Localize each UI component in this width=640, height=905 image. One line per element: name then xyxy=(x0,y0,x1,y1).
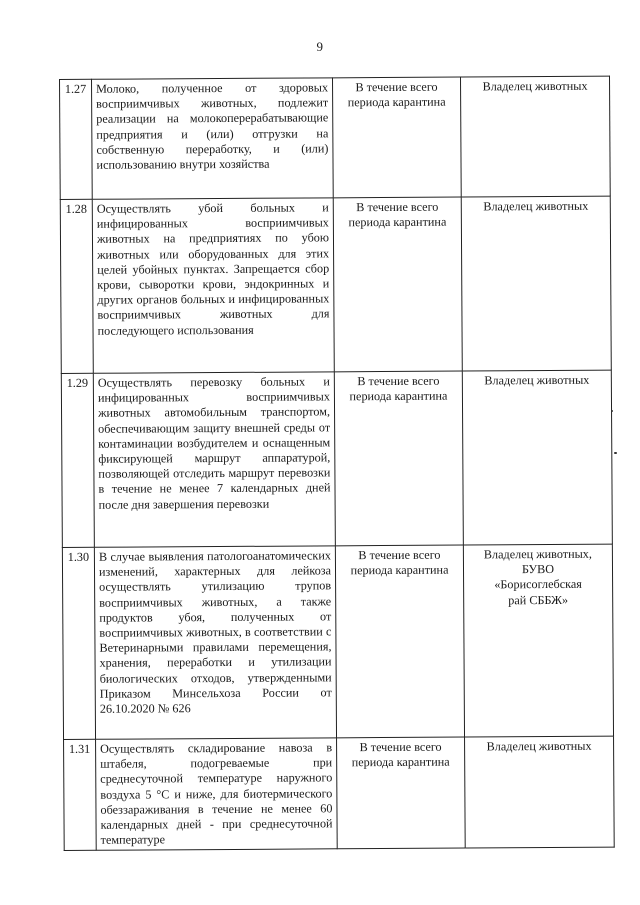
responsible-line: БУВО xyxy=(521,562,555,577)
responsible-line: рай СББЖ» xyxy=(508,592,569,607)
row-number: 1.27 xyxy=(60,79,93,199)
measure-text: Осуществлять убой больных и инфицированных восприимчивых животных на предприятиях по убою животных или оборудованных для этих целей убойных пунктах. Запрещается сбор крови, сыворотки крови, эндокринных и других органов больных и инфицированных восприимчивых животных для последующего использования xyxy=(92,198,334,373)
period-text: В течение всего периода карантина xyxy=(334,371,463,546)
responsible-line: Владелец животных xyxy=(483,198,589,214)
responsible-cell xyxy=(462,370,612,545)
responsible-line: Владелец животных xyxy=(484,372,590,388)
responsible-cell xyxy=(463,544,613,737)
responsible-line: «Борисоглебская xyxy=(494,577,582,592)
responsible-line: Владелец животных xyxy=(482,78,588,94)
period-text: В течение всего периода карантина xyxy=(337,737,466,849)
measure-text: Молоко, полученное от здоровых восприимчивых животных, подлежит реализации на молокоперерабатывающие предприятия и (или) отгрузки на собственную переработку, и (или) использованию внутри хозяйства xyxy=(92,78,334,199)
measure-text: Осуществлять перевозку больных и инфицированных восприимчивых животных автомобильным транспортом, обеспечивающим защиту внешней среды от контаминации возбудителем и оснащенным фиксирующей маршрут аппаратурой, позволяющей отследить маршрут перевозки в течение не менее 7 календарных дней после дня завершения перевозки xyxy=(93,372,335,547)
responsible-line: Владелец животных xyxy=(486,738,592,754)
scan-speck xyxy=(614,452,617,454)
responsible-cell xyxy=(465,736,615,848)
row-number: 1.30 xyxy=(62,547,95,739)
responsible-cell xyxy=(460,76,610,197)
responsible-cell xyxy=(461,196,611,371)
responsible-line: Владелец животных, xyxy=(483,546,592,562)
period-text: В течение всего периода карантина xyxy=(333,197,462,372)
table-row xyxy=(60,196,611,373)
period-text: В течение всего периода карантина xyxy=(335,545,464,738)
table-row xyxy=(61,370,612,547)
scan-speck xyxy=(611,410,613,412)
page-number: 9 xyxy=(316,39,324,54)
measure-text: Осуществлять складирование навоза в штабеля, подогреваемые при среднесуточной температуре наружного воздуха 5 °С и ниже, для биотермического обеззараживания в течение не менее 60 календарных дней - при среднесуточной температуре xyxy=(96,738,338,851)
row-number: 1.28 xyxy=(60,199,93,373)
table-row xyxy=(64,736,615,851)
table-row xyxy=(62,544,613,739)
row-number: 1.29 xyxy=(61,373,94,547)
row-number: 1.31 xyxy=(64,739,97,851)
table-row xyxy=(60,76,611,199)
period-text: В течение всего периода карантина xyxy=(332,77,461,198)
quarantine-measures-table xyxy=(59,76,615,852)
measure-text: В случае выявления патологоанатомических изменений, характерных для лейкоза осуществлять утилизацию трупов восприимчивых животных, а также продуктов убоя, полученных от восприимчивых животных, в соответствии с Ветеринарными правилами перемещения, хранения, переработки и утилизации биологических отходов, утвержденными Приказом Минсельхоза России от 26.10.2020 № 626 xyxy=(94,546,336,739)
